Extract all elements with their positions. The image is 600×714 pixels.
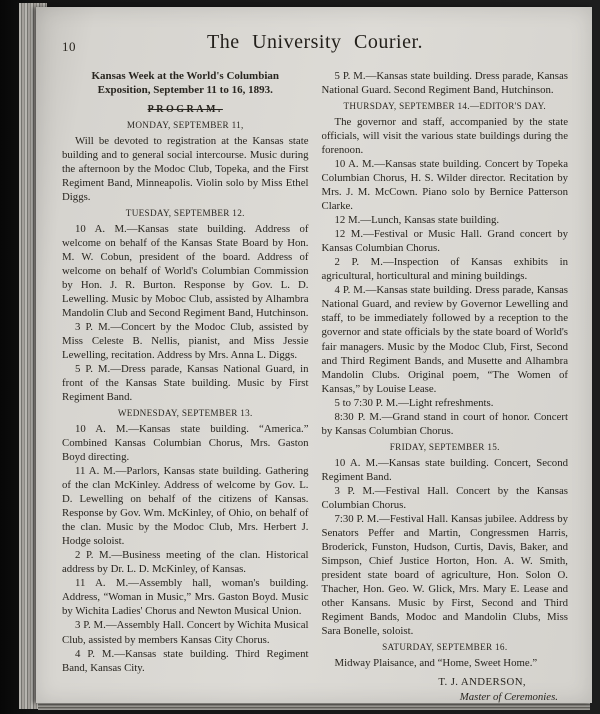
program-paragraph: 5 P. M.—Kansas state building. Dress parade, Kansas National Guard. Second Regiment Band, Hutchinson. bbox=[321, 70, 568, 97]
program-paragraph: 8:30 P. M.—Grand stand in court of honor. Concert by Kansas Columbian Chorus. bbox=[321, 410, 568, 437]
program-paragraph: 11 A. M.—Assembly hall, woman's building. Address, “Woman in Music,” Mrs. Gaston Boyd. Music by Wichita Ladies' Chorus and Newton Musical Union. bbox=[62, 577, 309, 618]
program-paragraph: 10 A. M.—Kansas state building. “America.” Combined Kansas Columbian Chorus, Mrs. Gaston Boyd directing. bbox=[62, 423, 309, 464]
program-heading bbox=[62, 102, 309, 116]
program-paragraph: 2 P. M.—Inspection of Kansas exhibits in agricultural, horticultural and mining buildings. bbox=[321, 256, 568, 283]
program-paragraph: Will be devoted to registration at the Kansas state building and to general social intercourse. Music during the afternoon by the Modoc Club, Topeka, and the First Regiment Band, Minneapolis. Violin solo by Miss Ethel Diggs. bbox=[62, 134, 309, 203]
program-paragraph: 4 P. M.—Kansas state building. Dress parade, Kansas National Guard, and review by Governor Lewelling and staff, to be immediately followed by a reception to the governor and state officials by the state board of World's fair managers. Music by the Modoc Club, First, Second and Third Regiment Bands, and Musette and Alhambra Mandolin Clubs. Original poem, “The Women of Kansas,” by Louise Lease. bbox=[321, 284, 568, 395]
program-paragraph: 10 A. M.—Kansas state building. Concert by Topeka Columbian Chorus, H. S. Wilder director. Recitation by Mrs. J. M. McCown. Piano solo by Bernice Patterson Clarke. bbox=[321, 158, 568, 213]
right-column bbox=[322, 69, 569, 704]
program-paragraph: 3 P. M.—Concert by the Modoc Club, assisted by Miss Celeste B. Nellis, pianist, and Miss Jessie Lewelling, recitation. Address by Mrs. Anna L. Diggs. bbox=[62, 320, 309, 361]
program-heading-struck-label: PROGRAM. bbox=[147, 103, 223, 115]
program-paragraph: 3 P. M.—Assembly Hall. Concert by Wichita Musical Club, assisted by members Kansas City Chorus. bbox=[62, 619, 309, 646]
page-number: 10 bbox=[62, 39, 76, 54]
signature-role: Master of Ceremonies. bbox=[459, 691, 558, 704]
program-paragraph: 5 to 7:30 P. M.—Light refreshments. bbox=[334, 396, 494, 409]
program-paragraph: 11 A. M.—Parlors, Kansas state building. Gathering of the clan McKinley. Address of welcome by Gov. L. D. Lewelling on behalf of the citizens of Kansas. Response by Gov. Wm. McKinley, of Ohio, on behalf of the clan. Music by the Modoc Club, Mrs. Herbert J. Hodge soloist. bbox=[62, 465, 309, 548]
program-paragraph: 5 P. M.—Dress parade, Kansas National Guard, in front of the Kansas State building. Music by First Regiment Band. bbox=[62, 363, 309, 404]
day-heading: FRIDAY, SEPTEMBER 15. bbox=[389, 441, 500, 452]
article-body bbox=[62, 69, 568, 704]
program-paragraph: 12 M.—Lunch, Kansas state building. bbox=[334, 214, 500, 227]
left-column bbox=[62, 69, 309, 704]
program-paragraph: 10 A. M.—Kansas state building. Concert, Second Regiment Band. bbox=[321, 456, 568, 483]
program-paragraph: Midway Plaisance, and “Home, Sweet Home.” bbox=[334, 657, 538, 670]
page-header bbox=[62, 31, 568, 61]
book-page bbox=[36, 7, 592, 703]
day-heading: MONDAY, SEPTEMBER 11, bbox=[126, 119, 244, 130]
program-paragraph: 10 A. M.—Kansas state building. Address of welcome on behalf of the Kansas State Board by Hon. M. W. Cobun, president of the board. Address of welcome on behalf of World's Columbian Commission by Hon. J. R. Burton. Response by Gov. L. D. Lewelling. Music by Moboc Club, assisted by Alhambra Mandolin Club and Second Regiment Band, Hutchinson. bbox=[62, 222, 309, 319]
program-paragraph: 12 M.—Festival or Music Hall. Grand concert by Kansas Columbian Chorus. bbox=[321, 228, 568, 255]
day-heading: TUESDAY, SEPTEMBER 12. bbox=[125, 207, 245, 218]
day-heading: WEDNESDAY, SEPTEMBER 13. bbox=[117, 408, 253, 419]
article-title: Kansas Week at the World's Columbian Exposition, September 11 to 16, 1893. bbox=[91, 70, 280, 97]
signature-name: T. J. ANDERSON, bbox=[438, 676, 526, 689]
program-paragraph: 2 P. M.—Business meeting of the clan. Historical address by Dr. L. D. McKinley, of Kansas. bbox=[62, 549, 309, 576]
day-heading: THURSDAY, SEPTEMBER 14.—EDITOR'S DAY. bbox=[343, 101, 546, 112]
program-paragraph: 3 P. M.—Festival Hall. Concert by the Kansas Columbian Chorus. bbox=[321, 484, 568, 511]
program-paragraph: The governor and staff, accompanied by the state officials, will visit the various state buildings during the forenoon. bbox=[321, 116, 568, 157]
program-paragraph: 4 P. M.—Kansas state building. Third Regiment Band, Kansas City. bbox=[62, 647, 309, 674]
day-heading: SATURDAY, SEPTEMBER 16. bbox=[382, 642, 508, 653]
masthead-title: The University Courier. bbox=[206, 31, 424, 53]
program-paragraph: 7:30 P. M.—Festival Hall. Kansas jubilee. Address by Senators Peffer and Martin, Congressmen Harris, Broderick, Funston, Hudson, Curtis, Davis, Baker, and Simpson, Chief Justice Horton, Hon. A. W. Smith, president state board of agriculture, Hon. Solon O. Thacher, Hon. Geo. W. Glick, Mrs. Mary E. Lease and other Kansans. Music by First, Second and Third Regiment Bands, Modoc and Mandolin Clubs, Miss Sara Bonelle, soloist. bbox=[321, 512, 568, 638]
